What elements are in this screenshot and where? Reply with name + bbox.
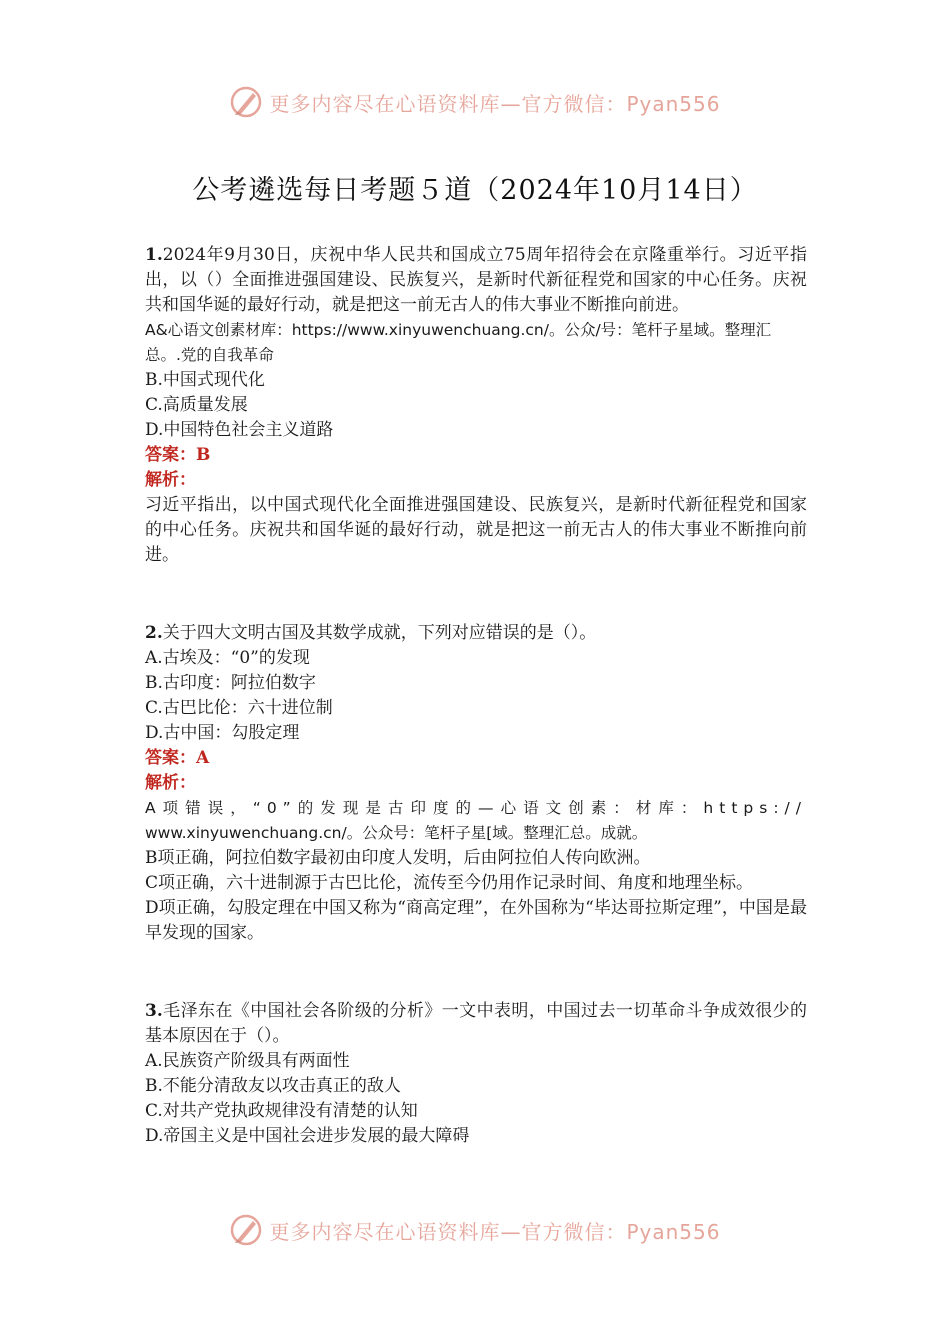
question-text: 2024年9月30日，庆祝中华人民共和国成立75周年招待会在京隆重举行。习近平指出，以（）全面推进强国建设、民族复兴，是新时代新征程党和国家的中心任务。庆祝共和国华诞的最好行动，就是把这一前无古人的伟大事业不断推向前进。 — [145, 245, 807, 315]
watermark-text: 更多内容尽在心语资料库—官方微信：Pyan556 — [269, 1219, 721, 1244]
question-stem — [145, 999, 807, 1049]
option-b: B.不能分清敌友以攻击真正的敌人 — [145, 1076, 401, 1096]
option-b: B.中国式现代化 — [145, 370, 265, 390]
pen-logo-icon — [229, 85, 263, 119]
option-c: C.对共产党执政规律没有清楚的认知 — [145, 1101, 418, 1121]
analysis-b: B项正确，阿拉伯数字最初由印度人发明，后由阿拉伯人传向欧洲。 — [145, 848, 651, 868]
question-number: 3. — [145, 1001, 163, 1021]
option-a: A.民族资产阶级具有两面性 — [145, 1051, 350, 1071]
option-a: A&心语文创素材库：https://www.xinyuwenchuang.cn/。公众/号：笔杆子星域。整理汇总。.党的自我革命 — [145, 321, 772, 364]
question-2 — [145, 621, 807, 946]
option-c: C.高质量发展 — [145, 395, 248, 415]
question-number: 2. — [145, 623, 163, 643]
watermark-bottom — [0, 1210, 950, 1250]
option-b: B.古印度：阿拉伯数字 — [145, 673, 316, 693]
pen-logo-icon — [229, 1213, 263, 1247]
option-d: D.帝国主义是中国社会进步发展的最大障碍 — [145, 1126, 470, 1146]
watermark-top — [0, 82, 950, 122]
analysis-d: D项正确，勾股定理在中国又称为“商高定理”，在外国称为“毕达哥拉斯定理”，中国是最早发现的国家。 — [145, 898, 807, 943]
analysis-text: 习近平指出，以中国式现代化全面推进强国建设、民族复兴，是新时代新征程党和国家的中心任务。庆祝共和国华诞的最好行动，就是把这一前无古人的伟大事业不断推向前进。 — [145, 495, 807, 565]
option-c: C.古巴比伦：六十进位制 — [145, 698, 333, 718]
question-text: 毛泽东在《中国社会各阶级的分析》一文中表明，中国过去一切革命斗争成效很少的基本原因在于（）。 — [145, 1001, 807, 1046]
question-text: 关于四大文明古国及其数学成就，下列对应错误的是（）。 — [162, 623, 597, 643]
question-1 — [145, 243, 807, 568]
answer: 答案：B — [145, 445, 211, 465]
analysis-a-continued: www.xinyuwenchuang.cn/。公众号：笔杆子星[域。整理汇总。成就。 — [145, 824, 648, 842]
analysis-label: 解析： — [145, 773, 196, 793]
question-stem — [145, 621, 807, 646]
analysis-c: C项正确，六十进制源于古巴比伦，流传至今仍用作记录时间、角度和地理坐标。 — [145, 873, 754, 893]
page-title: 公考遴选每日考题５道（2024年10月14日） — [192, 175, 758, 207]
question-3 — [145, 999, 807, 1149]
option-d: D.古中国：勾股定理 — [145, 723, 300, 743]
analysis-label: 解析： — [145, 470, 196, 490]
question-number: 1. — [145, 245, 163, 265]
answer: 答案：A — [145, 748, 210, 768]
analysis-a: A项错误，“0”的发现是古印度的—心语文创素：材库：https:// — [145, 799, 807, 817]
option-a: A.古埃及：“0”的发现 — [145, 648, 310, 668]
watermark-text: 更多内容尽在心语资料库—官方微信：Pyan556 — [269, 91, 721, 116]
questions-content — [145, 243, 807, 1149]
option-d: D.中国特色社会主义道路 — [145, 420, 334, 440]
question-stem — [145, 243, 807, 318]
